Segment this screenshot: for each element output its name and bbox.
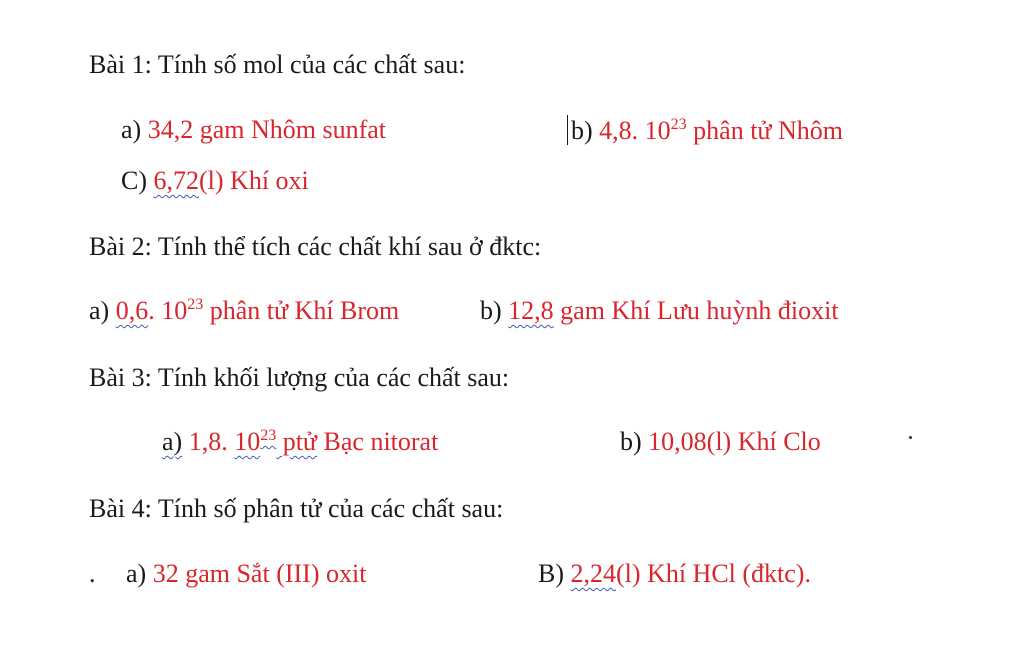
item-answer-rest: phân tử Nhôm [686,116,844,145]
exercise-1-item-b [567,115,843,146]
exercise-2-title-text: Bài 2: Tính thể tích các chất khí sau ở đktc: [89,232,542,261]
item-label: b) [480,296,509,325]
exercise-3-title [89,363,509,393]
item-answer-rest: (l) Khí HCl (đktc). [616,559,811,588]
item-answer-base: 10 [234,427,261,456]
item-answer: 32 gam Sắt (III) oxit [152,559,367,588]
item-answer-unit: ptử [276,427,318,456]
bullet-mark: . [89,559,96,588]
item-answer-exponent: 23 [260,427,277,444]
text-cursor [567,115,568,145]
exercise-3-title-text: Bài 3: Tính khối lượng của các chất sau: [89,363,510,392]
item-label: B) [538,559,571,588]
exercise-4-title [89,494,503,524]
item-label: C) [121,166,154,195]
item-answer-rest: Bạc nitorat [317,427,439,456]
exercise-4-item-b [538,559,811,589]
exercise-4-item-a [126,559,366,589]
item-answer-rest: (l) Khí oxi [199,166,309,195]
item-label: a) [89,296,116,325]
item-answer: 10,08(l) Khí Clo [648,427,821,456]
item-label: b) [571,116,600,145]
exercise-2-item-b [480,296,839,326]
item-label: a) [126,559,153,588]
item-label: b) [620,427,649,456]
item-answer: 34,2 gam Nhôm sunfat [147,115,387,144]
item-answer-rest: phân tử Khí Brom [203,296,400,325]
exercise-1-title-text: Bài 1: Tính số mol của các chất sau: [89,50,466,79]
item-answer-mid: . 10 [148,296,188,325]
item-label: a) [121,115,148,144]
stray-mark [909,436,912,439]
item-answer-number: 12,8 [508,296,554,325]
exercise-4-title-text: Bài 4: Tính số phân tử của các chất sau: [89,494,504,523]
exercise-3-item-a [162,427,438,457]
item-answer-number: 6,72 [153,166,199,195]
item-answer-rest: gam Khí Lưu huỳnh đioxit [553,296,839,325]
item-answer-exponent: 23 [670,116,687,133]
exercise-2-title [89,232,541,262]
item-answer-number: 1,8. [182,427,235,456]
item-answer-number: 4,8. 10 [599,116,671,145]
exercise-2-item-a [89,296,399,326]
item-answer-number: 2,24 [570,559,616,588]
item-answer-number: 0,6 [115,296,149,325]
item-answer-exponent: 23 [187,296,204,313]
exercise-1-title [89,50,465,80]
exercise-1-item-a [121,115,386,145]
exercise-4-bullet [89,559,96,589]
exercise-3-item-b [620,427,821,457]
exercise-1-item-c [121,166,309,196]
item-label: a) [162,427,183,456]
